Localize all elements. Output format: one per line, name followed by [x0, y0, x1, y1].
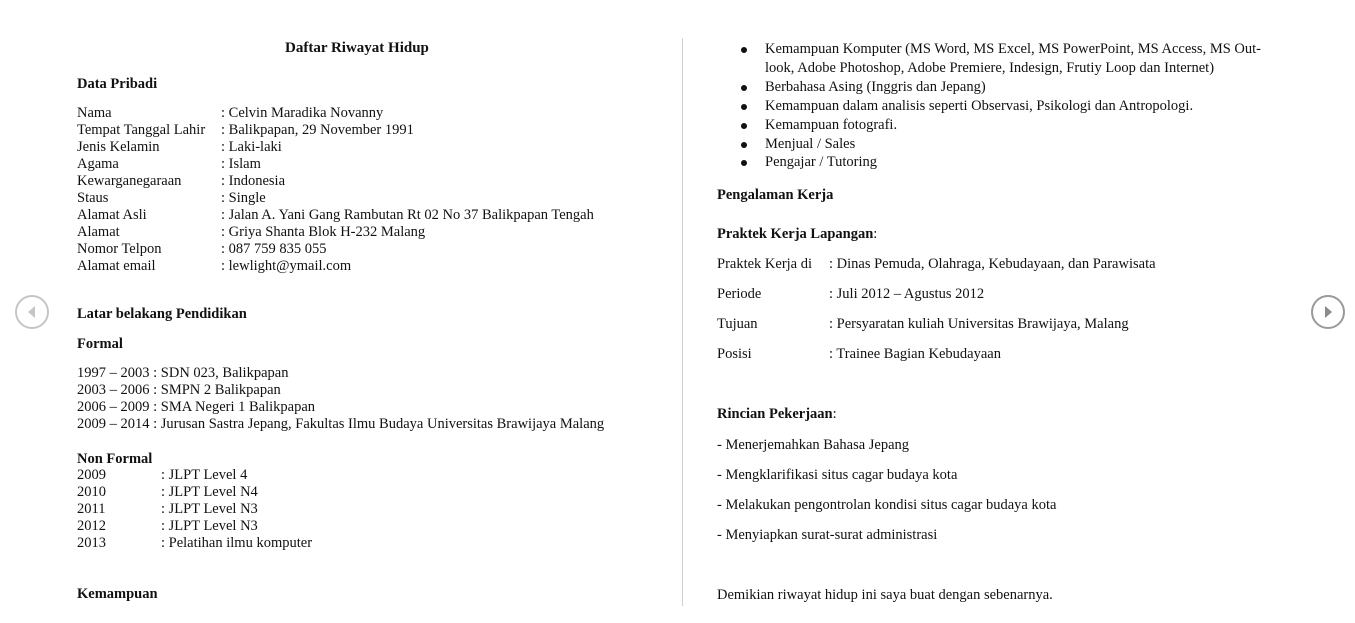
- nonformal-education-item: 2010 : JLPT Level N4: [77, 484, 258, 500]
- skill-item: Pengajar / Tutoring: [765, 153, 1261, 172]
- internship-row: Periode : Juli 2012 – Agustus 2012: [717, 286, 985, 302]
- internship-row: Posisi : Trainee Bagian Kebudayaan: [717, 346, 1001, 362]
- formal-education-heading: Formal: [77, 336, 123, 352]
- personal-row: Jenis Kelamin : Laki-laki: [77, 139, 282, 155]
- chevron-right-icon: [1321, 305, 1335, 319]
- internship-heading: Praktek Kerja Lapangan: [717, 226, 874, 242]
- personal-row: Kewarganegaraan : Indonesia: [77, 173, 286, 189]
- job-detail-item: - Menyiapkan surat-surat administrasi: [717, 527, 938, 543]
- internship-row: Tujuan : Persyaratan kuliah Universitas Brawijaya, Malang: [717, 316, 1129, 332]
- internship-row: Praktek Kerja di : Dinas Pemuda, Olahraga, Kebudayaan, dan Parawisata: [717, 256, 1156, 272]
- personal-row: Nomor Telpon : 087 759 835 055: [77, 241, 327, 257]
- chevron-left-icon: [25, 305, 39, 319]
- previous-page-button[interactable]: [15, 295, 49, 329]
- personal-data-heading: Data Pribadi: [77, 76, 158, 92]
- skill-item: Berbahasa Asing (Inggris dan Jepang): [765, 78, 1261, 97]
- nonformal-education-list: [77, 467, 312, 552]
- nonformal-education-item: 2013 : Pelatihan ilmu komputer: [77, 535, 313, 551]
- personal-row: Tempat Tanggal Lahir : Balikpapan, 29 November 1991: [77, 122, 414, 138]
- nonformal-education-item: 2011 : JLPT Level N3: [77, 501, 258, 517]
- skill-item: Kemampuan Komputer (MS Word, MS Excel, MS PowerPoint, MS Access, MS Out- look, Adobe Photoshop, Adobe Premiere, Indesign, Frutiy Loop dan Internet): [765, 41, 1261, 76]
- formal-education-item: 2003 – 2006 : SMPN 2 Balikpapan: [77, 382, 281, 398]
- job-detail-item: - Mengklarifikasi situs cagar budaya kota: [717, 467, 958, 483]
- personal-data-list: [77, 105, 594, 275]
- personal-row: Agama : Islam: [77, 156, 261, 172]
- document-page-left: [77, 0, 657, 623]
- nonformal-education-heading: Non Formal: [77, 451, 153, 467]
- personal-row: Alamat : Griya Shanta Blok H-232 Malang: [77, 224, 426, 240]
- closing-statement: Demikian riwayat hidup ini saya buat dengan sebenarnya.: [717, 587, 1053, 603]
- skill-item: Kemampuan fotografi.: [765, 116, 1261, 135]
- next-page-button[interactable]: [1311, 295, 1345, 329]
- personal-row: Staus : Single: [77, 190, 266, 206]
- skills-list: [717, 40, 1261, 172]
- formal-education-item: 2006 – 2009 : SMA Negeri 1 Balikpapan: [77, 399, 316, 415]
- nonformal-education-item: 2012 : JLPT Level N3: [77, 518, 258, 534]
- formal-education-item: 2009 – 2014 : Jurusan Sastra Jepang, Fakultas Ilmu Budaya Universitas Brawijaya Malang: [77, 416, 605, 432]
- job-detail-item: - Menerjemahkan Bahasa Jepang: [717, 437, 910, 453]
- skills-heading: Kemampuan: [77, 586, 158, 602]
- job-detail-item: - Melakukan pengontrolan kondisi situs cagar budaya kota: [717, 497, 1057, 513]
- skill-item: Menjual / Sales: [765, 135, 1261, 154]
- education-heading: Latar belakang Pendidikan: [77, 306, 247, 322]
- job-details-heading: Rincian Pekerjaan: [717, 406, 833, 422]
- formal-education-list: [77, 365, 604, 433]
- formal-education-item: 1997 – 2003 : SDN 023, Balikpapan: [77, 365, 289, 381]
- document-title: Daftar Riwayat Hidup: [285, 40, 429, 56]
- personal-row: Alamat Asli : Jalan A. Yani Gang Rambutan Rt 02 No 37 Balikpapan Tengah: [77, 207, 594, 223]
- document-page-right: [717, 0, 1307, 623]
- work-experience-heading: Pengalaman Kerja: [717, 187, 834, 203]
- job-details-heading-line: Rincian Pekerjaan:: [717, 406, 837, 422]
- internship-heading-line: Praktek Kerja Lapangan:: [717, 226, 878, 242]
- nonformal-education-item: 2009 : JLPT Level 4: [77, 467, 248, 483]
- personal-row: Nama : Celvin Maradika Novanny: [77, 105, 384, 121]
- personal-row: Alamat email : lewlight@ymail.com: [77, 258, 352, 274]
- page-divider: [682, 38, 683, 606]
- skill-item: Kemampuan dalam analisis seperti Observasi, Psikologi dan Antropologi.: [765, 97, 1261, 116]
